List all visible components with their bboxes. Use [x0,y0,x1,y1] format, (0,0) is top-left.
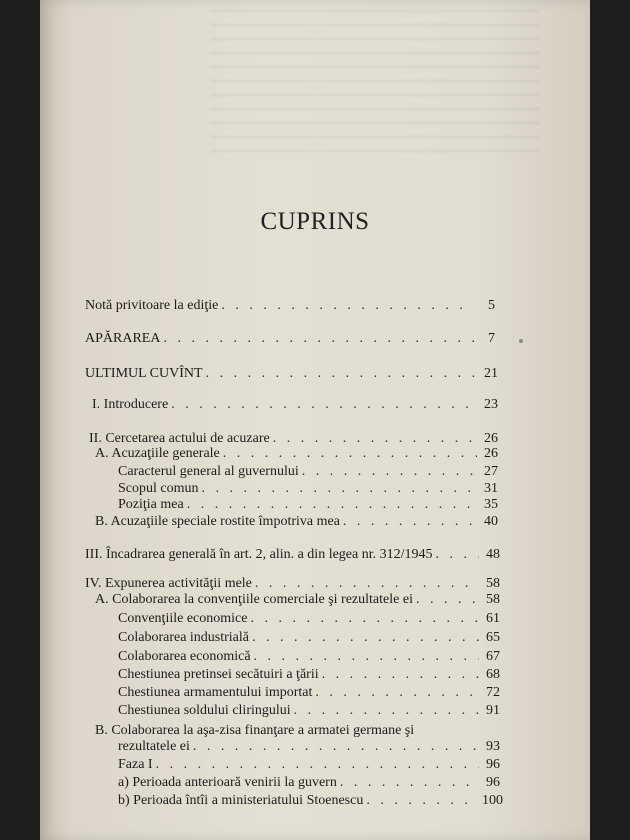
toc-entry-page: 21 [484,366,498,381]
toc-entry[interactable] [118,667,500,683]
toc-entry[interactable] [85,547,500,563]
toc-entry-text: Colaborarea economică [118,649,251,664]
toc-entry-page: 26 [484,431,498,446]
toc-entry[interactable] [118,793,503,809]
toc-entry-text: Faza I [118,757,153,772]
toc-entry[interactable] [85,366,498,382]
toc-entry-page: 96 [486,775,500,790]
toc-entry[interactable] [118,685,500,701]
toc-entry-page: 48 [486,547,500,562]
toc-entry[interactable] [85,298,495,314]
toc-entry-text: A. Colaborarea la convenţiile comerciale şi rezultatele ei [95,592,413,607]
toc-entry-page: 27 [484,464,498,479]
toc-entry-page: 23 [484,397,498,412]
leader-dots [315,685,479,701]
toc-entry-text: B. Acuzaţiile speciale rostite împotriva mea [95,514,340,529]
leader-dots [193,739,479,755]
toc-entry-text: Convenţiile economice [118,611,248,626]
leader-dots [436,547,479,563]
toc-entry-page: 67 [486,649,500,664]
leader-dots [294,703,479,719]
toc-entry-text: A. Acuzaţiile generale [95,446,220,461]
toc-entry-page: 7 [488,331,495,346]
toc-entry-page: 40 [484,514,498,529]
toc-entry-text: I. Introducere [92,397,169,412]
toc-entry-page: 100 [482,793,503,808]
toc-entry-text: III. Încadrarea generală în art. 2, alin. a din legea nr. 312/1945 [85,547,433,562]
toc-entry-text: b) Perioada întîi a ministeriatului Stoenescu [118,793,364,808]
toc-entry-text: Chestiunea soldului cliringului [118,703,291,718]
toc-entry[interactable] [95,514,498,530]
toc-entry[interactable] [118,775,500,791]
toc-entry-text: rezultatele ei [118,739,190,754]
leader-dots [343,514,477,530]
toc-entry-page: 5 [488,298,495,313]
toc-entry[interactable] [118,497,498,513]
toc-entry-text: ULTIMUL CUVÎNT [85,366,203,381]
toc-entry-page: 35 [484,497,498,512]
toc-entry-page: 96 [486,757,500,772]
toc-entry-text[interactable]: B. Colaborarea la aşa-zisa finanţare a armatei germane şi [95,723,415,738]
toc-entry[interactable] [118,649,500,665]
toc-entry[interactable] [118,611,500,627]
page-title: CUPRINS [260,208,370,235]
toc-entry[interactable] [92,397,498,413]
toc-entry-page: 61 [486,611,500,626]
leader-dots [322,667,479,683]
leader-dots [187,497,477,513]
toc-entry[interactable] [85,576,500,592]
toc-entry-text: IV. Expunerea activităţii mele [85,576,252,591]
leader-dots [254,649,479,665]
leader-dots [156,757,479,773]
toc-entry[interactable] [95,446,498,462]
ink-speck [519,339,523,343]
toc-entry-page: 91 [486,703,500,718]
toc-entry-text: APĂRAREA [85,331,161,346]
toc-entry-page: 31 [484,481,498,496]
toc-entry[interactable] [95,592,500,608]
leader-dots [302,464,477,480]
leader-dots [202,481,478,497]
toc-entry[interactable] [118,703,500,719]
leader-dots [163,331,474,347]
leader-dots [250,611,479,627]
toc-entry[interactable] [118,757,500,773]
toc-entry-text: Colaborarea industrială [118,630,250,645]
leader-dots [340,775,479,791]
toc-entry-page: 58 [486,592,500,607]
leader-dots [273,431,477,447]
toc-entry-page: 65 [486,630,500,645]
toc-entry[interactable] [118,739,500,755]
toc-entry-text: Scopul comun [118,481,199,496]
toc-entry-text: Poziţia mea [118,497,184,512]
toc-entry-text: Chestiunea armamentului importat [118,685,313,700]
toc-entry[interactable] [118,464,498,480]
leader-dots [255,576,479,592]
leader-dots [206,366,477,382]
toc-entry-text: Caracterul general al guvernului [118,464,299,479]
toc-entry[interactable] [118,481,498,497]
toc-entry-page: 26 [484,446,498,461]
toc-entry-page: 68 [486,667,500,682]
toc-entry[interactable] [118,630,500,646]
toc-entry-text: Notă privitoare la ediţie [85,298,219,313]
toc-entry-text: Chestiunea pretinsei secătuiri a ţării [118,667,319,682]
leader-dots [416,592,479,608]
toc-entry-page: 93 [486,739,500,754]
toc-entry[interactable] [85,331,495,347]
toc-entry-page: 72 [486,685,500,700]
toc-entry-page: 58 [486,576,500,591]
toc-entry-text: a) Perioada anterioară venirii la guvern [118,775,337,790]
leader-dots [221,298,474,314]
leader-dots [366,793,479,809]
leader-dots [171,397,477,413]
toc-entry[interactable] [89,431,498,447]
leader-dots [223,446,477,462]
toc-entry-text: II. Cercetarea actului de acuzare [89,431,270,446]
leader-dots [252,630,479,646]
